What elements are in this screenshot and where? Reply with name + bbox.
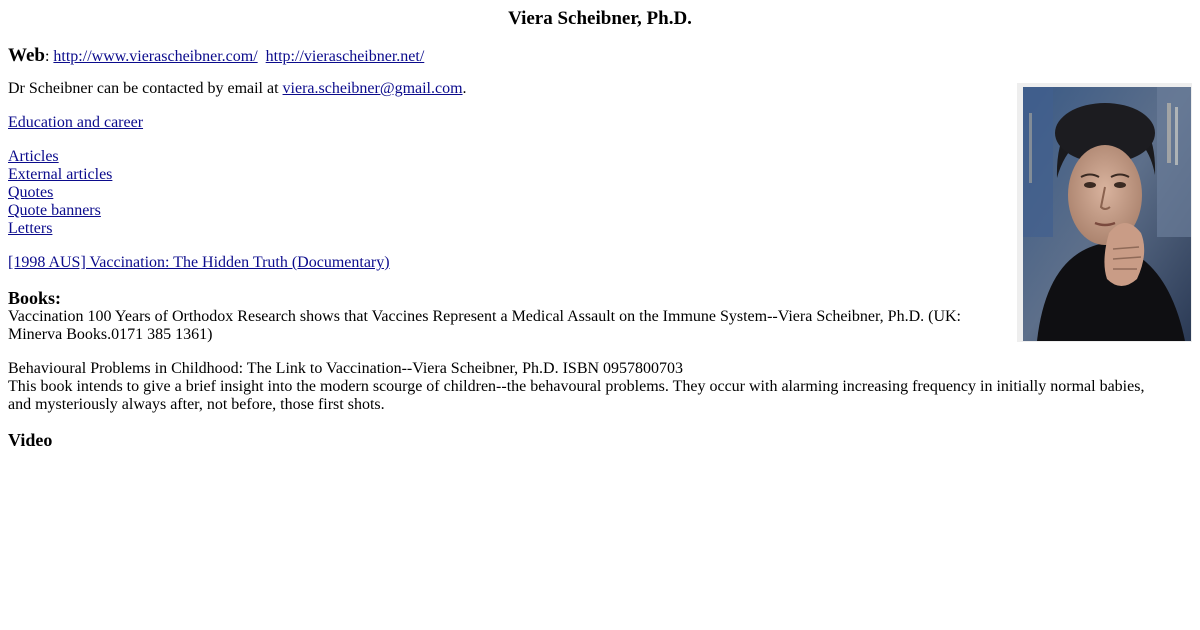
- email-link[interactable]: viera.scheibner@gmail.com: [282, 80, 463, 97]
- video-heading: Video: [8, 430, 53, 450]
- education-line: [8, 114, 1192, 132]
- articles-link[interactable]: Articles: [8, 148, 59, 165]
- external-articles-link[interactable]: External articles: [8, 166, 113, 183]
- web-label: Web: [8, 45, 45, 66]
- books-heading: Books:: [8, 288, 62, 308]
- book2-description: This book intends to give a brief insight into the modern scourge of children--the behavoural problems. They occur with alarming increasing frequency in initially normal babies, and mysteriously always after, not before, those first shots.: [8, 378, 1145, 413]
- quotes-link[interactable]: Quotes: [8, 184, 54, 201]
- book-vaccination: Vaccination 100 Years of Orthodox Research shows that Vaccines Represent a Medical Assault on the Immune System--Viera Scheibner, Ph.D. (UK: Minerva Books.0171 385 1361): [8, 308, 961, 343]
- book-behavioural-problems: [8, 360, 1168, 414]
- book2-title: Behavioural Problems in Childhood: The Link to Vaccination--Viera Scheibner, Ph.D. ISBN 0957800703: [8, 360, 684, 377]
- website-link-net[interactable]: http://vierascheibner.net/: [265, 48, 425, 65]
- letters-link[interactable]: Letters: [8, 220, 53, 237]
- portrait-photo: [1017, 83, 1192, 342]
- page-title: Viera Scheibner, Ph.D.: [508, 8, 692, 29]
- nav-links: [8, 148, 1192, 238]
- contact-prefix: Dr Scheibner can be contacted by email at: [8, 80, 283, 97]
- web-links-line: [8, 46, 1192, 66]
- contact-suffix: .: [462, 80, 467, 97]
- documentary-link[interactable]: [1998 AUS] Vaccination: The Hidden Truth (Documentary): [8, 254, 390, 271]
- web-separator: :: [44, 48, 50, 65]
- website-link-com[interactable]: http://www.vierascheibner.com/: [53, 48, 258, 65]
- quote-banners-link[interactable]: Quote banners: [8, 202, 101, 219]
- documentary-line: [8, 254, 1192, 272]
- contact-line: [8, 80, 1192, 98]
- education-career-link[interactable]: Education and career: [8, 114, 144, 131]
